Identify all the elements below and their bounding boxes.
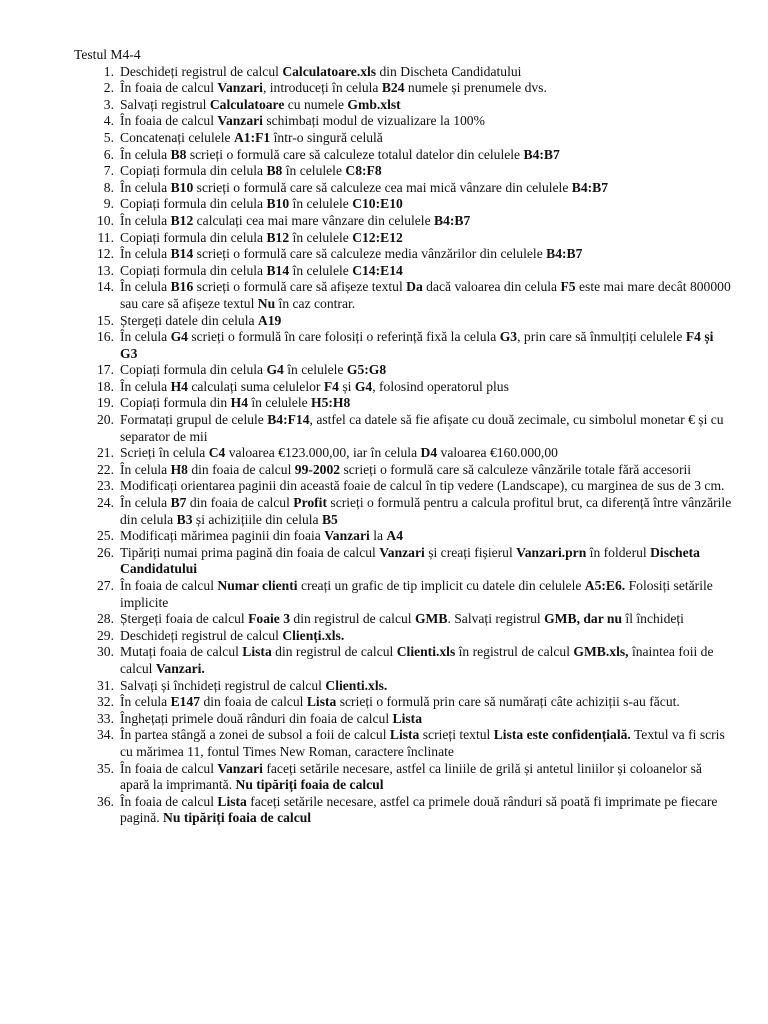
task-number: 18. <box>97 378 114 394</box>
task-number: 12. <box>97 246 114 262</box>
task-keyword: B16 <box>170 279 194 295</box>
task-text: în celulele <box>289 229 353 245</box>
task-text: creați un grafic de tip implicit cu datele din celulele <box>297 578 585 593</box>
task-keyword: Vanzari.prn <box>516 544 587 560</box>
task-list <box>74 64 734 827</box>
task-keyword: H8 <box>170 461 188 477</box>
task-keyword: C10:E10 <box>352 196 403 212</box>
task-keyword: Lista <box>306 694 337 710</box>
task-text: în celulele <box>289 262 353 278</box>
task-keyword: Nu tipăriți foaia de calcul <box>163 810 312 826</box>
task-item <box>74 263 734 280</box>
task-keyword: Vanzari <box>324 528 370 544</box>
task-item <box>74 528 734 545</box>
task-text: faceți setările necesare, astfel ca primele două rânduri să poată fi imprimate pe fiecare pagină. <box>120 793 718 826</box>
task-text: în caz contrar. <box>275 295 356 311</box>
task-item <box>74 130 734 147</box>
task-text: Înghețați primele două rânduri din foaia de calcul <box>120 710 393 726</box>
task-text: Tipăriți numai prima pagină din foaia de calcul <box>120 544 380 560</box>
task-number: 22. <box>97 461 114 477</box>
task-text: scrieți o formulă care să calculeze cea mai mică vânzare din celulele <box>193 179 572 195</box>
task-text: În celula <box>120 461 171 477</box>
task-keyword: B24 <box>381 80 405 96</box>
task-keyword: Calculatoare <box>209 96 285 112</box>
task-number: 25. <box>97 528 114 544</box>
task-text: în celulele <box>289 196 353 212</box>
task-text: Modificați orientarea paginii din această foaie de calcul în tip vedere (Landscape), cu marginea de sus de 3 cm. <box>120 478 725 494</box>
task-keyword: Nu <box>257 295 276 311</box>
task-keyword: Lista <box>217 793 247 809</box>
task-number: 15. <box>97 312 114 328</box>
task-keyword: A4 <box>386 528 404 544</box>
task-keyword: H4 <box>230 395 248 411</box>
task-text: și creați fișierul <box>424 544 517 560</box>
task-text: calculați suma celulelor <box>187 378 324 394</box>
task-item <box>74 246 734 263</box>
task-number: 13. <box>97 262 114 278</box>
task-text: din Discheta Candidatului <box>376 63 522 79</box>
task-item <box>74 230 734 247</box>
task-text: în folderul <box>586 544 651 560</box>
task-text: În celula <box>120 212 171 228</box>
task-keyword: B8 <box>266 163 283 179</box>
task-keyword: A19 <box>257 312 282 328</box>
task-number: 19. <box>97 395 114 411</box>
task-keyword: Calculatoare.xls <box>282 63 377 79</box>
task-text: Textul va fi scris cu mărimea 11, fontul Times New Roman, caractere înclinate <box>120 727 725 759</box>
task-text: , introduceți în celula <box>262 80 382 96</box>
task-keyword: B7 <box>170 495 187 511</box>
task-text: numele și prenumele dvs. <box>404 80 547 96</box>
task-item <box>74 64 734 81</box>
task-item <box>74 313 734 330</box>
task-item <box>74 97 734 114</box>
task-keyword: Foaie 3 <box>248 611 290 627</box>
task-number: 5. <box>103 129 114 145</box>
task-item <box>74 362 734 379</box>
task-item <box>74 578 734 611</box>
task-keyword: B4:F14 <box>267 412 310 428</box>
task-text: Ștergeți datele din celula <box>120 312 258 328</box>
task-text: schimbați modul de vizualizare la 100% <box>262 113 485 129</box>
task-keyword: Lista <box>389 727 420 743</box>
task-text: din foaia de calcul <box>187 461 295 477</box>
task-text: În celula <box>120 179 171 195</box>
task-text: și <box>338 378 355 394</box>
task-number: 17. <box>97 362 114 378</box>
task-keyword: F4 <box>323 378 339 394</box>
task-item <box>74 727 734 760</box>
task-text: Copiați formula din <box>120 395 231 411</box>
task-text: faceți setările necesare, astfel ca liniile de grilă și antetul liniilor și coloanelor să apară la imprimantă. <box>120 760 702 793</box>
task-number: 9. <box>103 196 114 212</box>
task-keyword: F5 <box>560 279 576 295</box>
task-text: cu numele <box>284 96 348 112</box>
task-item <box>74 611 734 628</box>
task-text: , astfel ca datele să fie afișate cu două zecimale, cu simbolul monetar € și cu separator de mii <box>120 412 724 444</box>
task-keyword: Clienti.xls <box>396 644 456 660</box>
task-text: din registrul de calcul <box>290 611 415 627</box>
task-text: la <box>369 528 387 544</box>
task-number: 21. <box>97 445 114 461</box>
task-text: scrieți o formulă care să calculeze vânzările totale fără accesorii <box>340 461 692 477</box>
task-text: În celula <box>120 378 171 394</box>
task-keyword: Clienți.xls. <box>282 627 345 643</box>
task-keyword: G4 <box>354 378 373 394</box>
task-text: îl închideți <box>622 611 684 627</box>
task-number: 27. <box>97 578 114 593</box>
task-text: Copiați formula din celula <box>120 163 267 179</box>
task-keyword: C12:E12 <box>352 229 403 245</box>
task-item <box>74 395 734 412</box>
task-keyword: B4:B7 <box>523 146 560 162</box>
task-item <box>74 196 734 213</box>
task-text: În partea stângă a zonei de subsol a foii de calcul <box>120 727 390 743</box>
task-text: Copiați formula din celula <box>120 262 267 278</box>
task-text: În foaia de calcul <box>120 80 218 96</box>
task-text: , folosind operatorul plus <box>372 378 509 394</box>
task-number: 16. <box>97 329 114 345</box>
task-number: 7. <box>103 163 114 179</box>
task-text: dacă valoarea din celula <box>422 279 561 295</box>
task-keyword: B10 <box>170 179 194 195</box>
task-keyword: B14 <box>266 262 290 278</box>
task-text: Deschideți registrul de calcul <box>120 627 283 643</box>
task-keyword: Gmb.xlst <box>347 96 401 112</box>
task-keyword: B14 <box>170 246 194 262</box>
task-item <box>74 379 734 396</box>
task-keyword: Clienti.xls. <box>325 677 388 693</box>
task-text: Concatenați celulele <box>120 129 234 145</box>
task-number: 34. <box>97 727 114 743</box>
task-keyword: B4:B7 <box>571 179 609 195</box>
task-keyword: C8:F8 <box>345 163 382 179</box>
task-keyword: Profit <box>293 495 327 511</box>
task-text: În celula <box>120 146 171 162</box>
task-keyword: Vanzari. <box>155 660 205 676</box>
task-keyword: A1:F1 <box>233 129 271 145</box>
task-text: , prin care să înmulțiți celulele <box>517 329 686 345</box>
task-keyword: C14:E14 <box>352 262 403 278</box>
task-number: 1. <box>103 63 114 79</box>
task-keyword: Vanzari <box>379 544 425 560</box>
task-text: calculați cea mai mare vânzare din celulele <box>193 212 435 228</box>
task-number: 23. <box>97 478 114 494</box>
document-title: Testul M4-4 <box>74 47 141 62</box>
task-text: Salvați registrul <box>120 96 210 112</box>
task-text: într-o singură celulă <box>270 129 383 145</box>
task-text: În celula <box>120 246 171 262</box>
task-keyword: B8 <box>170 146 187 162</box>
task-number: 33. <box>97 710 114 726</box>
task-item <box>74 279 734 312</box>
task-number: 36. <box>97 793 114 809</box>
task-text: Salvați și închideți registrul de calcul <box>120 677 326 693</box>
task-item <box>74 180 734 197</box>
task-item <box>74 147 734 164</box>
task-item <box>74 711 734 728</box>
task-keyword: Lista este confidențială. <box>493 727 631 743</box>
task-text: din registrul de calcul <box>271 644 397 660</box>
task-number: 3. <box>103 96 114 112</box>
task-keyword: Numar clienti <box>217 578 298 593</box>
task-number: 26. <box>97 544 114 560</box>
task-text: Formatați grupul de celule <box>120 412 268 428</box>
task-keyword: GMB.xls, <box>573 644 629 660</box>
task-number: 24. <box>97 495 114 511</box>
task-text: În celula <box>120 329 171 345</box>
task-text: În celula <box>120 694 171 710</box>
task-text: În foaia de calcul <box>120 578 218 593</box>
task-number: 31. <box>97 677 114 693</box>
task-keyword: H5:H8 <box>311 395 351 411</box>
task-keyword: Vanzari <box>217 80 263 96</box>
task-keyword: Vanzari <box>217 760 263 776</box>
task-text: Folosiți setările implicite <box>120 578 713 610</box>
task-number: 6. <box>103 146 114 162</box>
task-text: în celulele <box>248 395 312 411</box>
task-keyword: G4 <box>170 329 188 345</box>
task-number: 4. <box>103 113 114 129</box>
task-item <box>74 462 734 479</box>
task-text: În celula <box>120 495 171 511</box>
task-text: în celulele <box>283 362 347 378</box>
task-text: Modificați mărimea paginii din foaia <box>120 528 325 544</box>
task-keyword: GMB, dar nu <box>544 611 623 627</box>
task-text: În foaia de calcul <box>120 760 218 776</box>
task-text: În celula <box>120 279 171 295</box>
task-item <box>74 644 734 677</box>
task-keyword: E147 <box>170 694 201 710</box>
task-item <box>74 545 734 578</box>
task-keyword: H4 <box>170 378 188 394</box>
task-item <box>74 163 734 180</box>
task-text: Deschideți registrul de calcul <box>120 63 283 79</box>
task-text: valoarea €123.000,00, iar în celula <box>225 445 421 461</box>
task-keyword: Vanzari <box>217 113 263 129</box>
task-keyword: G4 <box>266 362 284 378</box>
task-keyword: D4 <box>420 445 438 461</box>
task-text: Copiați formula din celula <box>120 196 267 212</box>
task-number: 8. <box>103 179 114 195</box>
task-text: este mai mare decât 800000 sau care să afișeze textul <box>120 279 731 311</box>
task-text: Copiați formula din celula <box>120 362 267 378</box>
task-number: 32. <box>97 694 114 710</box>
task-keyword: B4:B7 <box>546 246 583 262</box>
task-text: . Salvați registrul <box>447 611 545 627</box>
task-number: 14. <box>97 279 114 295</box>
task-number: 28. <box>97 611 114 627</box>
task-text: din foaia de calcul <box>186 495 294 511</box>
task-item <box>74 445 734 462</box>
task-keyword: B4:B7 <box>434 212 471 228</box>
document-page <box>74 47 734 827</box>
task-item <box>74 678 734 695</box>
task-text: valoarea €160.000,00 <box>437 445 558 461</box>
task-keyword: B12 <box>170 212 194 228</box>
task-keyword: 99-2002 <box>294 461 341 477</box>
task-keyword: B12 <box>266 229 290 245</box>
task-text: scrieți o formulă prin care să numărați câte achiziții s-au făcut. <box>336 694 680 710</box>
task-text: Mutați foaia de calcul <box>120 644 243 660</box>
task-number: 11. <box>97 229 114 245</box>
task-item <box>74 794 734 827</box>
task-number: 29. <box>97 627 114 643</box>
task-number: 20. <box>97 412 114 428</box>
task-text: și achizițiile din celula <box>192 511 322 527</box>
task-number: 2. <box>103 80 114 96</box>
task-text: Copiați formula din celula <box>120 229 267 245</box>
task-keyword: B10 <box>266 196 290 212</box>
task-number: 10. <box>97 212 114 228</box>
task-text: scrieți o formulă care să calculeze media vânzărilor din celulele <box>193 246 547 262</box>
task-text: scrieți o formulă care să calculeze totalul datelor din celulele <box>186 146 524 162</box>
task-text: În foaia de calcul <box>120 793 218 809</box>
task-text: În foaia de calcul <box>120 113 218 129</box>
task-keyword: Da <box>406 279 423 295</box>
task-item <box>74 628 734 645</box>
task-item <box>74 213 734 230</box>
task-keyword: Lista <box>392 710 422 726</box>
task-number: 35. <box>97 760 114 776</box>
task-keyword: G3 <box>499 329 518 345</box>
task-item <box>74 694 734 711</box>
task-keyword: G5:G8 <box>346 362 387 378</box>
task-item <box>74 80 734 97</box>
task-text: scrieți o formulă în care folosiți o referință fixă la celula <box>187 329 500 345</box>
task-item <box>74 761 734 794</box>
task-text: scrieți o formulă pentru a calcula profitul brut, ca diferență între vânzările din celula <box>120 495 732 527</box>
task-keyword: B3 <box>176 511 193 527</box>
task-keyword: Nu tipăriți foaia de calcul <box>235 777 384 793</box>
task-keyword: F4 și G3 <box>120 329 714 361</box>
task-keyword: A5:E6. <box>584 578 626 593</box>
task-number: 30. <box>97 644 114 660</box>
task-keyword: GMB <box>414 611 448 627</box>
task-item <box>74 412 734 445</box>
task-item <box>74 329 734 362</box>
task-keyword: C4 <box>208 445 226 461</box>
task-text: Ștergeți foaia de calcul <box>120 611 249 627</box>
task-text: Scrieți în celula <box>120 445 209 461</box>
task-item <box>74 478 734 495</box>
task-keyword: Lista <box>242 644 272 660</box>
task-text: din foaia de calcul <box>200 694 307 710</box>
task-text: scrieți textul <box>419 727 494 743</box>
task-text: în celulele <box>282 163 346 179</box>
task-keyword: Discheta Candidatului <box>120 544 700 577</box>
task-text: în registrul de calcul <box>455 644 574 660</box>
task-item <box>74 113 734 130</box>
task-item <box>74 495 734 528</box>
task-keyword: B5 <box>321 511 338 527</box>
task-text: înaintea foii de calcul <box>120 644 714 676</box>
task-text: scrieți o formulă care să afișeze textul <box>193 279 407 295</box>
